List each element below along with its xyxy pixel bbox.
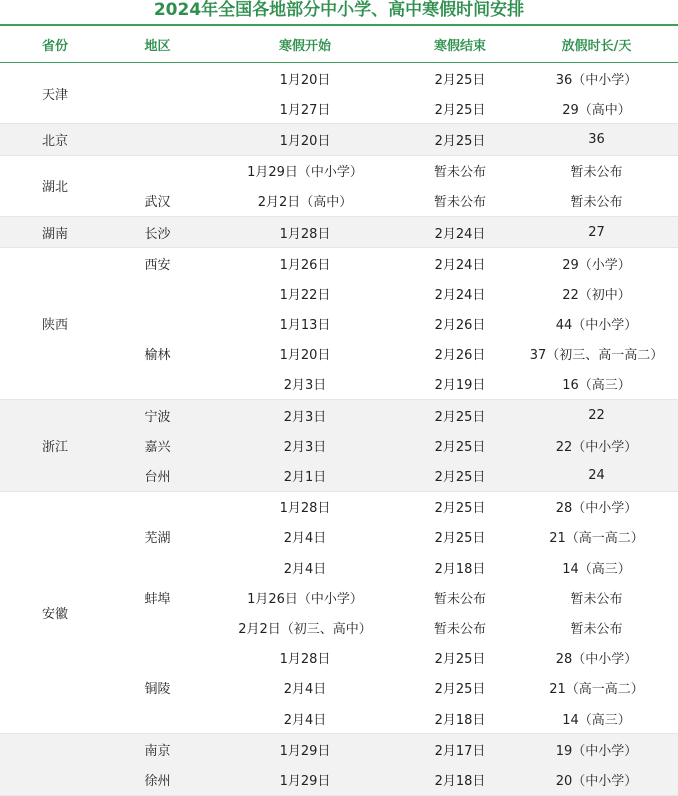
region-cell: 嘉兴 — [144, 439, 171, 455]
province-cell — [0, 734, 110, 794]
end-date-cell: 2月25日 — [434, 72, 486, 88]
start-date-cell: 2月2日（初三、高中） — [238, 621, 372, 637]
start-date-cell: 2月3日 — [283, 378, 327, 394]
province-group — [0, 124, 678, 155]
end-date-cell: 2月24日 — [434, 287, 486, 303]
start-date-cell: 1月13日 — [279, 318, 331, 334]
table-row — [110, 217, 678, 247]
end-date-cell: 2月25日 — [434, 102, 486, 118]
end-date-cell: 2月25日 — [434, 682, 486, 698]
region-cell: 铜陵 — [144, 682, 171, 698]
end-date-cell: 2月25日 — [434, 652, 486, 668]
region-cell: 台州 — [144, 470, 171, 486]
table-row — [110, 552, 678, 582]
start-date-cell: 1月26日 — [279, 257, 331, 273]
table-row — [110, 278, 678, 308]
province-group — [0, 217, 678, 248]
province-group — [0, 734, 678, 795]
region-cell: 蚌埠 — [144, 591, 171, 607]
duration-cell: 27 — [588, 224, 605, 240]
start-date-cell: 2月4日 — [283, 682, 327, 698]
start-date-cell: 2月3日 — [283, 439, 327, 455]
table-row — [110, 612, 678, 642]
table-row — [110, 522, 678, 552]
end-date-cell: 暂未公布 — [433, 591, 486, 607]
duration-cell: 暂未公布 — [570, 165, 623, 181]
province-cell: 浙江 — [41, 439, 68, 455]
start-date-cell: 2月2日（高中） — [257, 195, 353, 211]
region-cell: 长沙 — [144, 226, 171, 242]
header-end: 寒假结束 — [433, 38, 486, 54]
province-group — [0, 63, 678, 124]
duration-cell: 44（中小学） — [555, 318, 638, 334]
end-date-cell: 2月25日 — [434, 439, 486, 455]
start-date-cell: 1月28日 — [279, 226, 331, 242]
region-cell: 徐州 — [144, 773, 171, 789]
table-row — [110, 309, 678, 339]
province-cell: 北京 — [41, 133, 68, 149]
header-start: 寒假开始 — [278, 38, 331, 54]
duration-cell: 22 — [588, 407, 605, 423]
header-days: 放假时长/天 — [561, 38, 632, 54]
end-date-cell: 2月18日 — [434, 561, 486, 577]
duration-cell: 29（高中） — [562, 102, 631, 118]
province-cell: 湖南 — [41, 226, 68, 242]
province-cell: 陕西 — [41, 318, 68, 334]
region-cell: 西安 — [144, 257, 171, 273]
table-row — [110, 734, 678, 764]
start-date-cell: 1月29日（中小学） — [247, 165, 363, 181]
table-row — [110, 582, 678, 612]
province-group — [0, 400, 678, 492]
duration-cell: 14（高三） — [562, 712, 631, 728]
duration-cell: 21（高一高二） — [549, 531, 644, 547]
region-cell: 南京 — [144, 743, 171, 759]
duration-cell: 24 — [588, 468, 605, 484]
table-row — [110, 673, 678, 703]
start-date-cell: 1月26日（中小学） — [247, 591, 363, 607]
end-date-cell: 2月25日 — [434, 531, 486, 547]
start-date-cell: 1月20日 — [279, 348, 331, 364]
table-row — [110, 460, 678, 490]
table-header — [0, 24, 678, 63]
end-date-cell: 2月25日 — [434, 409, 486, 425]
region-cell: 芜湖 — [144, 531, 171, 547]
end-date-cell: 暂未公布 — [433, 621, 486, 637]
table-row — [110, 400, 678, 430]
start-date-cell: 1月29日 — [279, 743, 331, 759]
start-date-cell: 2月4日 — [283, 561, 327, 577]
table-row — [110, 339, 678, 369]
start-date-cell: 2月3日 — [283, 409, 327, 425]
duration-cell: 28（中小学） — [555, 501, 638, 517]
table-row — [110, 430, 678, 460]
end-date-cell: 暂未公布 — [433, 165, 486, 181]
start-date-cell: 1月22日 — [279, 287, 331, 303]
duration-cell: 29（小学） — [562, 257, 631, 273]
region-cell: 榆林 — [144, 348, 171, 364]
province-group — [0, 248, 678, 400]
end-date-cell: 2月18日 — [434, 773, 486, 789]
end-date-cell: 2月17日 — [434, 743, 486, 759]
province-group — [0, 492, 678, 735]
table-row — [110, 186, 678, 216]
duration-cell: 37（初三、高一高二） — [529, 348, 664, 364]
table-row — [110, 93, 678, 123]
table-row — [110, 156, 678, 186]
duration-cell: 暂未公布 — [570, 591, 623, 607]
table-row — [110, 764, 678, 794]
duration-cell: 36 — [588, 131, 605, 147]
duration-cell: 14（高三） — [562, 561, 631, 577]
duration-cell: 暂未公布 — [570, 621, 623, 637]
start-date-cell: 2月4日 — [283, 712, 327, 728]
start-date-cell: 1月29日 — [279, 773, 331, 789]
province-group — [0, 156, 678, 217]
duration-cell: 16（高三） — [562, 378, 631, 394]
table-row — [110, 643, 678, 673]
table-row — [110, 63, 678, 93]
table-row — [110, 492, 678, 522]
end-date-cell: 2月25日 — [434, 470, 486, 486]
end-date-cell: 2月18日 — [434, 712, 486, 728]
table-body — [0, 63, 678, 796]
end-date-cell: 2月24日 — [434, 226, 486, 242]
start-date-cell: 1月28日 — [279, 501, 331, 517]
duration-cell: 22（中小学） — [555, 439, 638, 455]
start-date-cell: 1月20日 — [279, 72, 331, 88]
region-cell: 武汉 — [144, 195, 171, 211]
header-province: 省份 — [41, 38, 68, 54]
duration-cell: 28（中小学） — [555, 652, 638, 668]
duration-cell: 19（中小学） — [555, 743, 638, 759]
duration-cell: 21（高一高二） — [549, 682, 644, 698]
region-cell: 宁波 — [144, 409, 171, 425]
table-row — [110, 703, 678, 733]
end-date-cell: 2月25日 — [434, 501, 486, 517]
table-row — [110, 369, 678, 399]
end-date-cell: 2月19日 — [434, 378, 486, 394]
start-date-cell: 1月28日 — [279, 652, 331, 668]
end-date-cell: 2月26日 — [434, 348, 486, 364]
province-cell: 安徽 — [41, 606, 68, 622]
table-row — [110, 248, 678, 278]
duration-cell: 暂未公布 — [570, 195, 623, 211]
start-date-cell: 2月1日 — [283, 470, 327, 486]
end-date-cell: 2月25日 — [434, 133, 486, 149]
page-title: 2024年全国各地部分中小学、高中寒假时间安排 — [153, 0, 525, 20]
start-date-cell: 2月4日 — [283, 531, 327, 547]
duration-cell: 20（中小学） — [555, 773, 638, 789]
start-date-cell: 1月20日 — [279, 133, 331, 149]
start-date-cell: 1月27日 — [279, 102, 331, 118]
duration-cell: 22（初中） — [562, 287, 631, 303]
end-date-cell: 2月26日 — [434, 318, 486, 334]
header-region: 地区 — [144, 38, 171, 54]
duration-cell: 36（中小学） — [555, 72, 638, 88]
province-cell: 天津 — [41, 87, 68, 103]
end-date-cell: 暂未公布 — [433, 195, 486, 211]
province-cell: 湖北 — [41, 180, 68, 196]
table-row — [110, 124, 678, 154]
end-date-cell: 2月24日 — [434, 257, 486, 273]
